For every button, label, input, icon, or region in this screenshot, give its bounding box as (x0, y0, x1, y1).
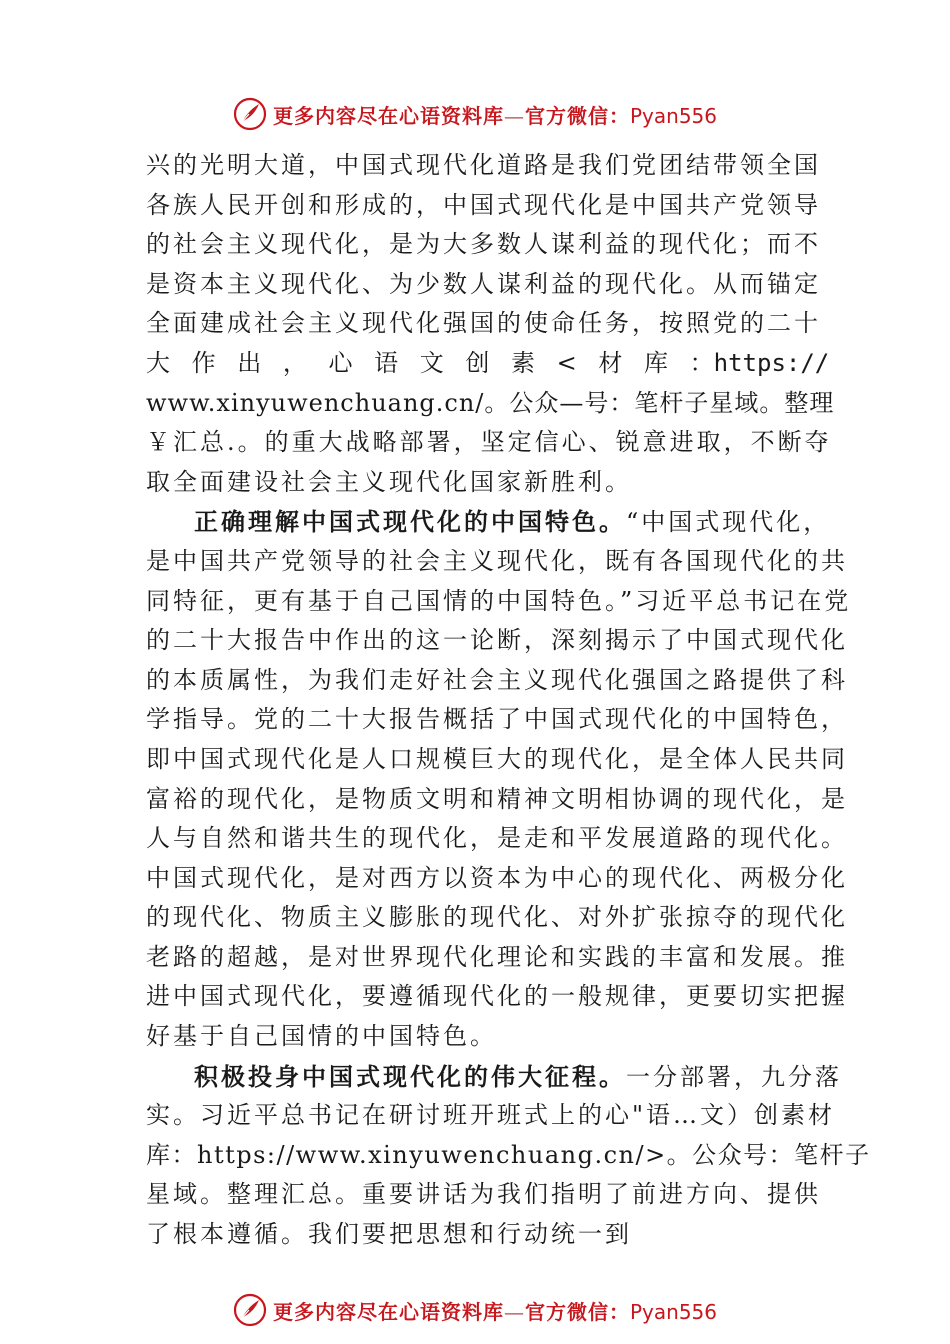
url-segment: https:// (713, 348, 830, 377)
text-line: 进中国式现代化，要遵循现代化的一般规律，更要切实把握 (146, 982, 848, 1011)
text-line: 学指导。党的二十大报告概括了中国式现代化的中国特色， (146, 705, 848, 734)
text-line: 是资本主义现代化、为少数人谋利益的现代化。从而锚定 (146, 269, 821, 298)
banner-separator: — (503, 1299, 525, 1324)
banner-separator: — (503, 103, 525, 128)
text-line (146, 502, 831, 542)
text-segment: 大 作 出 ， 心 语 文 创 素 < 材 库 ： (146, 348, 714, 377)
document-body (146, 146, 871, 1255)
text-line: 人与自然和谐共生的现代化，是走和平发展道路的现代化。 (146, 824, 848, 853)
text-line: 各族人民开创和形成的，中国式现代化是中国共产党领导 (146, 190, 821, 219)
banner-wechat-label: 官方微信： (524, 1299, 630, 1324)
text-line: ￥汇总.。的重大战略部署，坚定信心、锐意进取，不断夺 (146, 428, 832, 457)
banner-wechat-id: Pyan556 (629, 103, 717, 128)
text-line: 的社会主义现代化，是为大多数人谋利益的现代化；而不 (146, 230, 821, 259)
text-line: 兴的光明大道，中国式现代化道路是我们党团结带领全国 (146, 151, 821, 179)
banner-text (273, 1296, 717, 1325)
text-line: 的二十大报告中作出的这一论断，深刻揭示了中国式现代化 (146, 626, 848, 655)
section-heading: 正确理解中国式现代化的中国特色。 (194, 507, 626, 537)
text-line: 的本质属性，为我们走好社会主义现代化强国之路提供了科 (146, 665, 848, 694)
banner-main: 更多内容尽在心语资料库 (272, 1299, 504, 1324)
banner-text (273, 100, 717, 129)
text-segment: 一分部署，九分落 (626, 1062, 842, 1091)
text-line: 即中国式现代化是人口规模巨大的现代化，是全体人民共同 (146, 744, 848, 773)
text-line: 中国式现代化，是对西方以资本为中心的现代化、两极分化 (146, 863, 848, 892)
section-heading: 积极投身中国式现代化的伟大征程。 (194, 1061, 626, 1091)
footer-banner (0, 1290, 950, 1330)
text-line (146, 1057, 842, 1097)
text-line: www.xinyuwenchuang.cn/。公众—号：笔杆子星域。整理 (146, 388, 835, 417)
banner-wechat-label: 官方微信： (524, 103, 630, 128)
banner-main: 更多内容尽在心语资料库 (272, 103, 504, 128)
text-line: 老路的超越，是对世界现代化理论和实践的丰富和发展。推 (146, 942, 848, 971)
text-line: 的现代化、物质主义膨胀的现代化、对外扩张掠夺的现代化 (146, 903, 848, 932)
text-line: 富裕的现代化，是物质文明和精神文明相协调的现代化，是 (146, 784, 848, 813)
text-line: 库：https://www.xinyuwenchuang.cn/>。公众号：笔杆子 (146, 1140, 871, 1169)
text-line: 同特征，更有基于自己国情的中国特色。”习近平总书记在党 (146, 586, 852, 615)
quill-logo-icon (233, 97, 267, 131)
text-line: 好基于自己国情的中国特色。 (146, 1022, 497, 1051)
text-segment: “中国式现代化， (626, 508, 831, 537)
text-line: 了根本遵循。我们要把思想和行动统一到 (146, 1220, 632, 1249)
text-line-split (146, 344, 830, 384)
text-line: 是中国共产党领导的社会主义现代化，既有各国现代化的共 (146, 546, 848, 575)
text-line: 全面建成社会主义现代化强国的使命任务，按照党的二十 (146, 309, 821, 338)
quill-logo-icon (233, 1293, 267, 1327)
banner-wechat-id: Pyan556 (629, 1299, 717, 1324)
text-line: 实。习近平总书记在研讨班开班式上的心"语…文）创素材 (146, 1101, 836, 1130)
header-banner (0, 94, 950, 134)
text-line: 星域。整理汇总。重要讲话为我们指明了前进方向、提供 (146, 1180, 821, 1209)
text-line: 取全面建设社会主义现代化国家新胜利。 (146, 467, 632, 496)
